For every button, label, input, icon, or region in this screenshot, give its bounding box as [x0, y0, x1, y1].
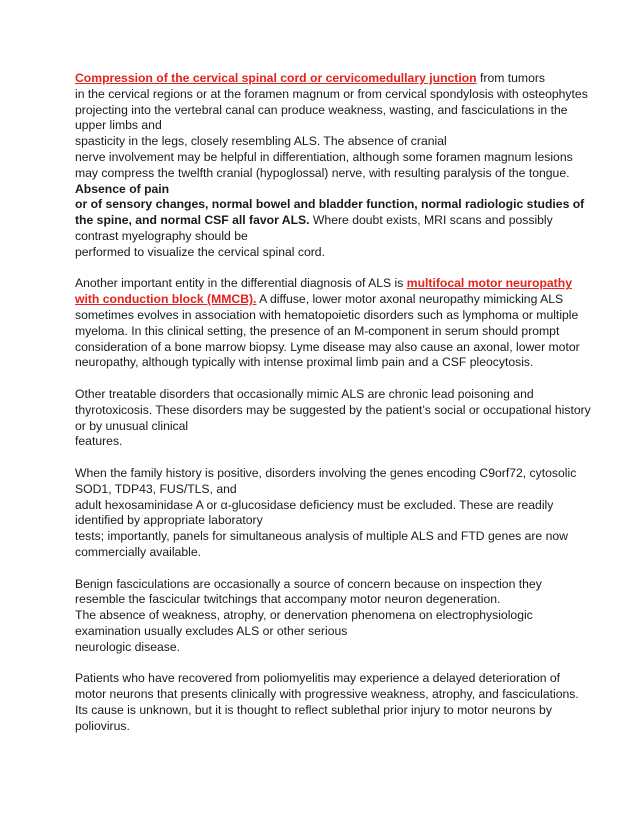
text-line: [75, 213, 563, 229]
text-line: nerve involvement may be helpful in differentiation, although some foramen magnum lesions: [75, 149, 573, 164]
text-line: When the family history is positive, disorders involving the genes encoding C9orf72, cytosolic: [75, 465, 577, 480]
text-line: [75, 276, 572, 292]
text-line: motor neurons that presents clinically with progressive weakness, atrophy, and fasciculations.: [75, 687, 579, 702]
text-line: neuropathy, although typically with intense proximal limb pain and a CSF pleocytosis.: [75, 355, 534, 370]
paragraph-cervical-compression: [75, 71, 588, 261]
paragraph-treatable-disorders: [75, 386, 591, 450]
text-line: neurologic disease.: [75, 639, 181, 654]
text-line: thyrotoxicosis. These disorders may be suggested by the patient’s social or occupational history: [75, 402, 591, 417]
text-line: Its cause is unknown, but it is thought to reflect sublethal prior injury to motor neurons by: [75, 702, 552, 717]
text-line: spasticity in the legs, closely resembling ALS. The absence of cranial: [75, 134, 447, 149]
text-line: in the cervical regions or at the foramen magnum or from cervical spondylosis with osteophytes: [75, 86, 588, 101]
link-mmcb-part2[interactable]: with conduction block (MMCB).: [75, 292, 257, 307]
text-span: Another important entity in the differential diagnosis of ALS is: [75, 276, 407, 291]
bold-text-line: Absence of pain: [75, 181, 170, 196]
text-line: adult hexosaminidase A or α-glucosidase deficiency must be excluded. These are readily: [75, 497, 554, 512]
text-line: SOD1, TDP43, FUS/TLS, and: [75, 481, 237, 496]
text-span: Where doubt exists, MRI scans and possibly: [309, 213, 553, 228]
document-page: [75, 71, 591, 750]
text-line: consideration of a bone marrow biopsy. Lyme disease may also cause an axonal, lower motor: [75, 339, 580, 354]
text-line: Other treatable disorders that occasionally mimic ALS are chronic lead poisoning and: [75, 386, 534, 401]
text-line: commercially available.: [75, 544, 201, 559]
text-line: [75, 71, 563, 87]
text-line: or by unusual clinical: [75, 418, 189, 433]
paragraph-family-history: [75, 465, 577, 561]
link-mmcb-part1[interactable]: multifocal motor neuropathy: [406, 276, 572, 291]
text-span: A diffuse, lower motor axonal neuropathy mimicking ALS: [256, 292, 564, 307]
text-line: upper limbs and: [75, 118, 162, 133]
text-line: projecting into the vertebral canal can produce weakness, wasting, and fasciculations in the: [75, 102, 568, 117]
text-line: myeloma. In this clinical setting, the presence of an M-component in serum should prompt: [75, 323, 560, 338]
text-line: performed to visualize the cervical spinal cord.: [75, 244, 325, 259]
text-line: poliovirus.: [75, 718, 130, 733]
text-line: Benign fasciculations are occasionally a source of concern because on inspection they: [75, 576, 542, 591]
bold-text-line: or of sensory changes, normal bowel and bladder function, normal radiologic studies of: [75, 197, 585, 212]
text-span: from tumors: [476, 71, 546, 85]
text-line: Patients who have recovered from poliomyelitis may experience a delayed deterioration of: [75, 671, 561, 686]
bold-text-span: the spine, and normal CSF all favor ALS.: [75, 213, 310, 228]
text-line: resemble the fascicular twitchings that accompany motor neuron degeneration.: [75, 592, 501, 607]
text-line: identified by appropriate laboratory: [75, 513, 263, 528]
text-line: features.: [75, 434, 123, 449]
link-cervical-compression[interactable]: Compression of the cervical spinal cord or cervicomedullary junction: [75, 71, 477, 85]
text-line: tests; importantly, panels for simultaneous analysis of multiple ALS and FTD genes are now: [75, 529, 568, 544]
paragraph-mmcb: [75, 276, 580, 371]
text-line: examination usually excludes ALS or other serious: [75, 623, 348, 638]
paragraph-poliomyelitis: [75, 671, 579, 734]
paragraph-benign-fasciculations: [75, 577, 563, 656]
text-line: [75, 292, 563, 308]
text-line: sometimes evolves in association with hematopoietic disorders such as lymphoma or multiple: [75, 307, 579, 322]
text-line: contrast myelography should be: [75, 228, 248, 243]
text-line: The absence of weakness, atrophy, or denervation phenomena on electrophysiologic: [75, 608, 533, 623]
text-line: may compress the twelfth cranial (hypoglossal) nerve, with resulting paralysis of the tongue.: [75, 165, 570, 180]
